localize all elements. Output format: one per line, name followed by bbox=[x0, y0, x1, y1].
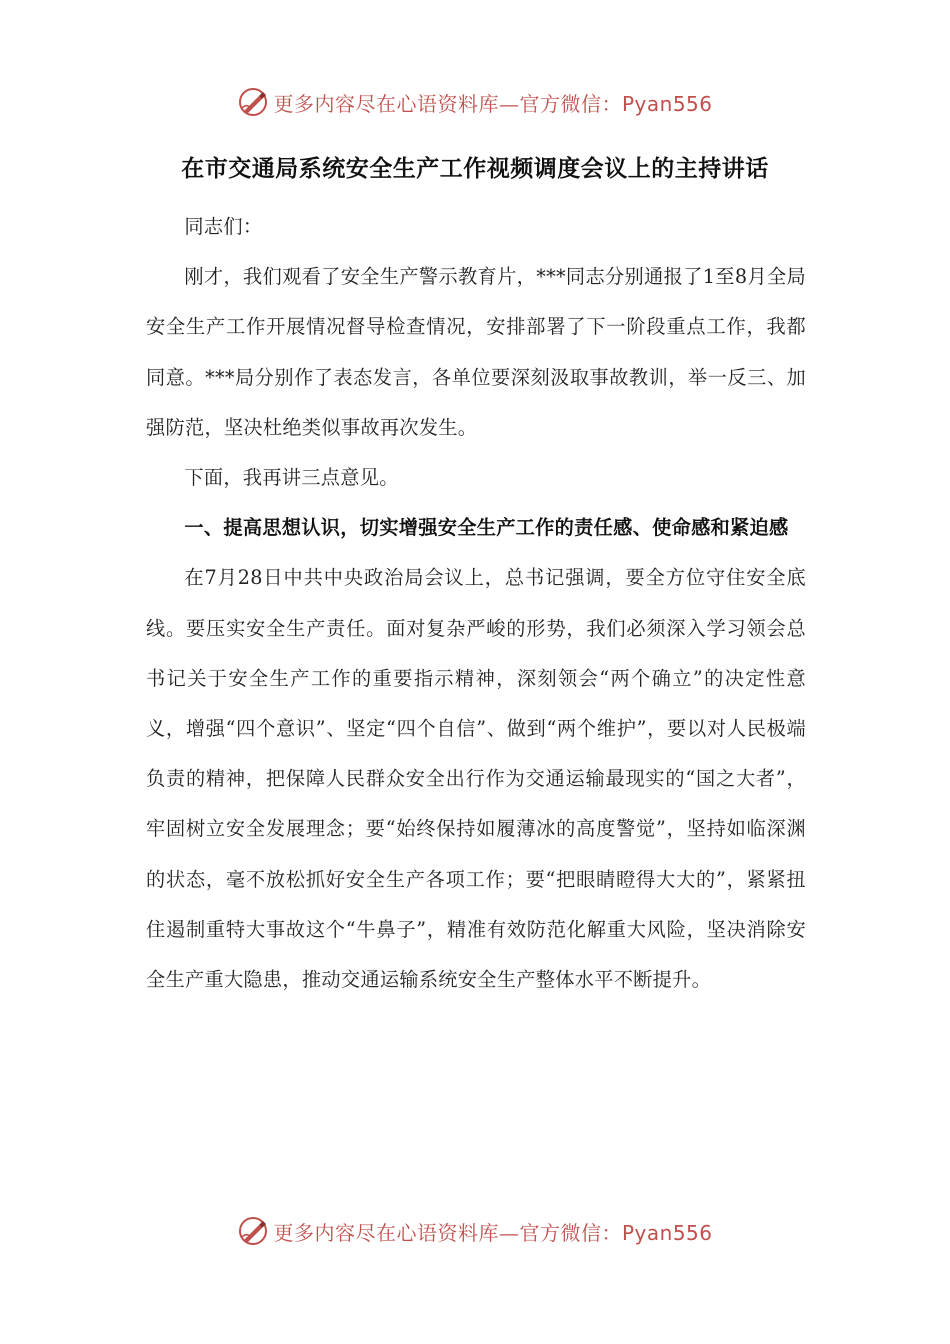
wechat-id: Pyan556 bbox=[621, 1220, 713, 1245]
document-title: 在市交通局系统安全生产工作视频调度会议上的主持讲话 bbox=[181, 155, 769, 182]
section-body-1: 在7月28日中共中央政治局会议上，总书记强调，要全方位守住安全底线。要压实安全生产责任。面对复杂严峻的形势，我们必须深入学习领会总书记关于安全生产工作的重要指示精神，深刻领会“两个确立”的决定性意义，增强“四个意识”、坚定“四个自信”、做到“两个维护”，要以对人民极端负责的精神，把保障人民群众安全出行作为交通运输最现实的“国之大者”，牢固树立安全发展理念；要“始终保持如履薄冰的高度警觉”，坚持如临深渊的状态，毫不放松抓好安全生产各项工作；要“把眼睛瞪得大大的”，紧紧扭住遏制重特大事故这个“牛鼻子”，精准有效防范化解重大风险，坚决消除安全生产重大隐患，推动交通运输系统安全生产整体水平不断提升。 bbox=[146, 566, 806, 992]
salutation: 同志们： bbox=[184, 215, 263, 238]
pen-logo-icon bbox=[237, 86, 269, 118]
section-heading-1: 一、提高思想认识，切实增强安全生产工作的责任感、使命感和紧迫感 bbox=[184, 516, 789, 540]
watermark-banner-top bbox=[0, 82, 950, 122]
paragraph-intro: 刚才，我们观看了安全生产警示教育片，***同志分别通报了1至8月全局安全生产工作开展情况督导检查情况，安排部署了下一阶段重点工作，我都同意。***局分别作了表态发言，各单位要深刻汲取事故教训，举一反三、加强防范，坚决杜绝类似事故再次发生。 bbox=[146, 265, 806, 439]
wechat-id: Pyan556 bbox=[621, 91, 713, 116]
watermark-text: 更多内容尽在心语资料库—官方微信：Pyan556 bbox=[273, 91, 713, 116]
pen-logo-icon bbox=[237, 1215, 269, 1247]
paragraph-transition: 下面，我再讲三点意见。 bbox=[184, 466, 399, 490]
document-body bbox=[146, 202, 806, 1005]
watermark-banner-bottom bbox=[0, 1211, 950, 1251]
watermark-text: 更多内容尽在心语资料库—官方微信：Pyan556 bbox=[273, 1220, 713, 1245]
